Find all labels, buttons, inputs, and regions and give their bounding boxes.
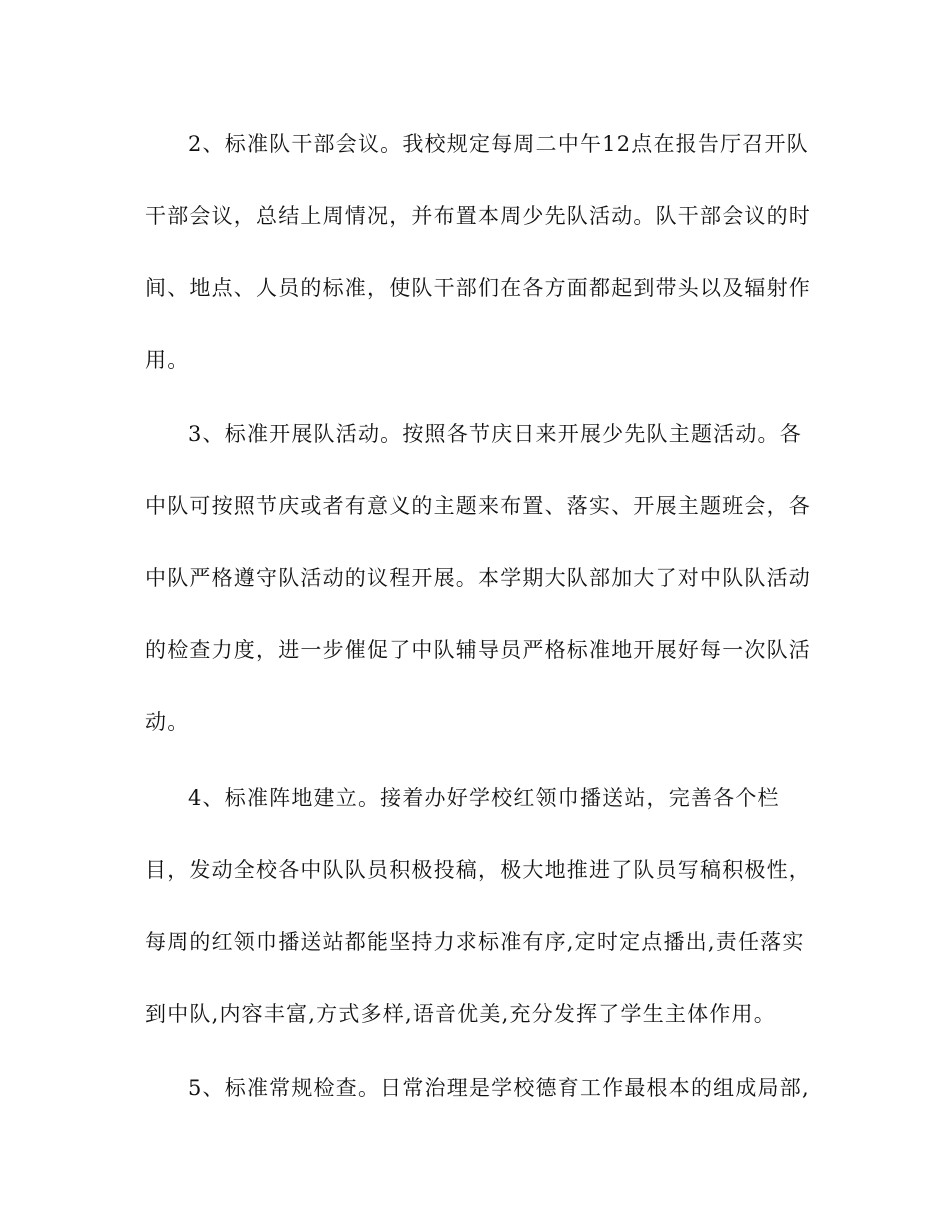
paragraph-4-line-4: 到中队,内容丰富,方式多样,语音优美,充分发挥了学生主体作用。 <box>145 1002 776 1026</box>
paragraph-4-line-1: 4、标准阵地建立。接着办好学校红领巾播送站，完善各个栏 <box>188 786 780 810</box>
paragraph-2-line-1: 2、标准队干部会议。我校规定每周二中午12点在报告厅召开队 <box>188 132 809 156</box>
paragraph-2-line-3: 间、地点、人员的标准，使队干部们在各方面都起到带头以及辐射作 <box>145 276 811 300</box>
paragraph-2-line-4: 用。 <box>145 348 190 372</box>
paragraph-3-line-3: 中队严格遵守队活动的议程开展。本学期大队部加大了对中队队活动 <box>145 566 811 590</box>
paragraph-5-line-1: 5、标准常规检查。日常治理是学校德育工作最根本的组成局部, <box>188 1076 810 1100</box>
paragraph-3-line-5: 动。 <box>145 710 190 734</box>
paragraph-3-line-1: 3、标准开展队活动。按照各节庆日来开展少先队主题活动。各 <box>188 422 802 446</box>
paragraph-3-line-2: 中队可按照节庆或者有意义的主题来布置、落实、开展主题班会，各 <box>145 494 811 518</box>
paragraph-4-line-3: 每周的红领巾播送站都能坚持力求标准有序,定时定点播出,责任落实 <box>145 930 805 954</box>
paragraph-4-line-2: 目，发动全校各中队队员积极投稿，极大地推进了队员写稿积极性， <box>145 858 811 882</box>
paragraph-2-line-2: 干部会议，总结上周情况，并布置本周少先队活动。队干部会议的时 <box>145 204 811 228</box>
paragraph-3-line-4: 的检查力度，进一步催促了中队辅导员严格标准地开展好每一次队活 <box>145 638 811 662</box>
